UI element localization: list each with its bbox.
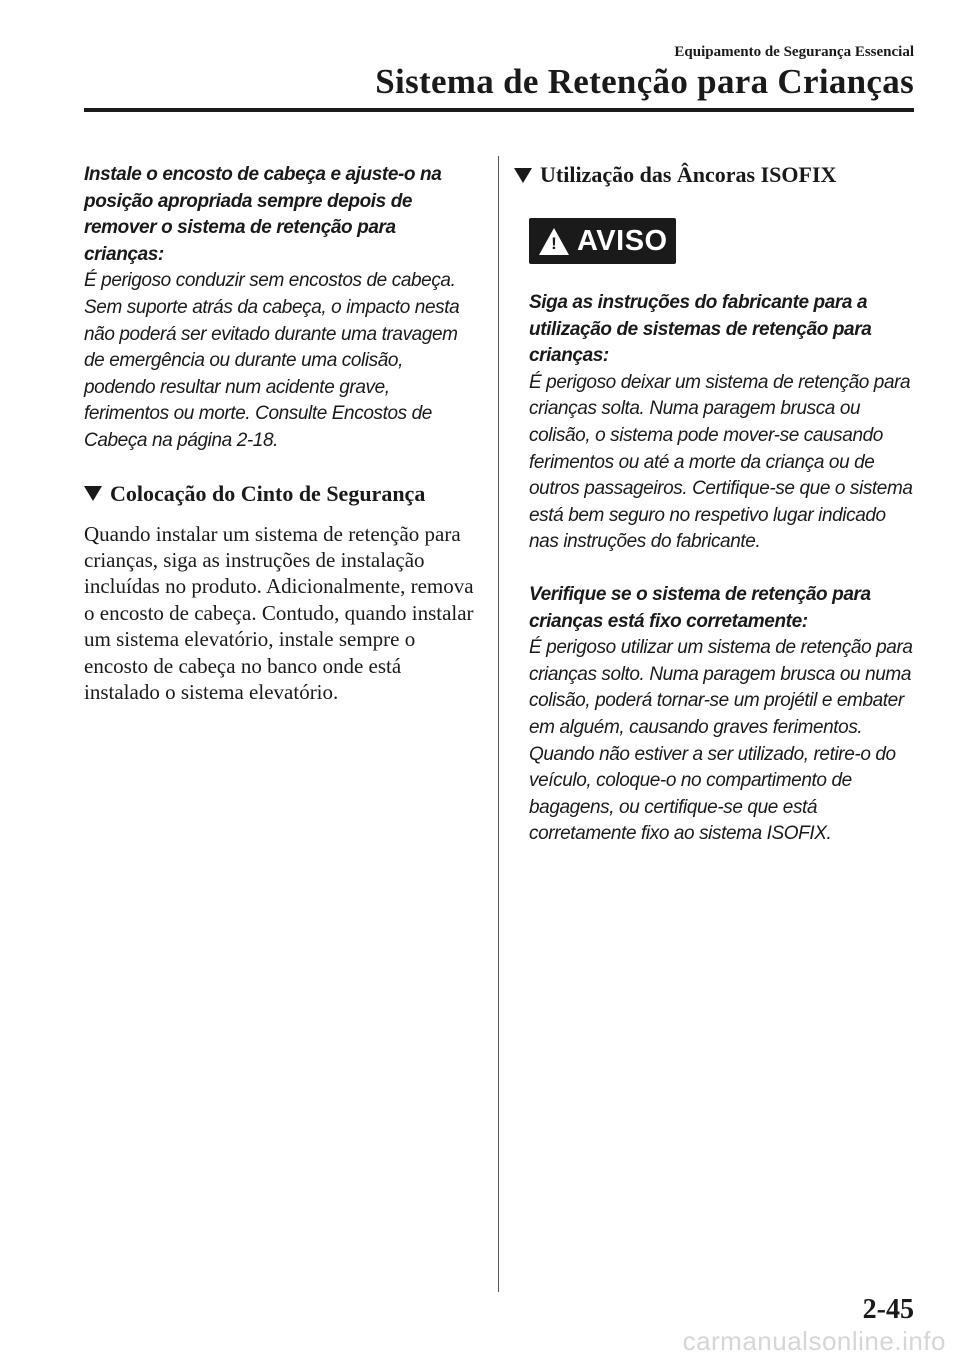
warning-badge-label: AVISO xyxy=(577,224,668,257)
isofix-warning1-title: Siga as instruções do fabricante para a utilização de sistemas de retenção para crianças: xyxy=(529,292,872,367)
header-section-title: Equipamento de Segurança Essencial xyxy=(674,44,914,60)
header-chapter-title: Sistema de Retenção para Crianças xyxy=(375,62,914,101)
triangle-bullet-icon xyxy=(514,168,532,183)
header-rule xyxy=(84,108,914,112)
left-column xyxy=(84,162,476,705)
headrest-warning-title: Instale o encosto de cabeça e ajuste-o na posição apropriada sempre depois de remover o sistema de retenção para crianças: xyxy=(84,164,442,265)
seatbelt-section-heading-text: Colocação do Cinto de Segurança xyxy=(110,480,426,506)
isofix-warning2-text: É perigoso utilizar um sistema de retenção para crianças solto. Numa paragem brusca ou numa colisão, poderá tornar-se um projétil e embater em alguém, causando graves ferimentos. Quando não estiver a ser utilizado, retire-o do veículo, coloque-o no compartimento de bagagens, ou certifique-se que está corretamente fixo ao sistema ISOFIX. xyxy=(529,637,913,845)
warning-badge-wrapper xyxy=(529,218,918,264)
warning-badge xyxy=(529,218,676,264)
seatbelt-section-heading xyxy=(84,481,476,507)
page-number: 2-45 xyxy=(862,1294,914,1325)
isofix-warning1-text: É perigoso deixar um sistema de retenção para crianças solta. Numa paragem brusca ou colisão, o sistema pode mover-se causando ferimentos ou até a morte da criança ou de outros passageiros. Certifique-se que o sistema está bem seguro no respetivo lugar indicado nas instruções do fabricante. xyxy=(529,371,913,553)
watermark: carmanualsonline.info xyxy=(682,1326,946,1356)
isofix-section-heading xyxy=(514,162,918,188)
right-column xyxy=(514,162,918,848)
isofix-warning2-title: Verifique se o sistema de retenção para crianças está fixo corretamente: xyxy=(529,583,871,632)
headrest-warning-text: É perigoso conduzir sem encostos de cabeça. Sem suporte atrás da cabeça, o impacto nesta não poderá ser evitado durante uma travagem de emergência ou durante uma colisão, podendo resultar num acidente grave, ferimentos ou morte. Consulte Encostos de Cabeça na página 2-18. xyxy=(84,270,460,451)
triangle-bullet-icon xyxy=(84,486,102,501)
seatbelt-section-body: Quando instalar um sistema de retenção para crianças, siga as instruções de instalação incluídas no produto. Adicionalmente, remova o encosto de cabeça. Contudo, quando instalar um sistema elevatório, instale sempre o encosto de cabeça no banco onde está instalado o sistema elevatório. xyxy=(84,521,474,704)
isofix-section-heading-text: Utilização das Âncoras ISOFIX xyxy=(540,162,837,187)
isofix-warnings xyxy=(529,290,918,848)
column-divider xyxy=(498,156,499,1292)
warning-triangle-icon: ! xyxy=(539,228,569,255)
